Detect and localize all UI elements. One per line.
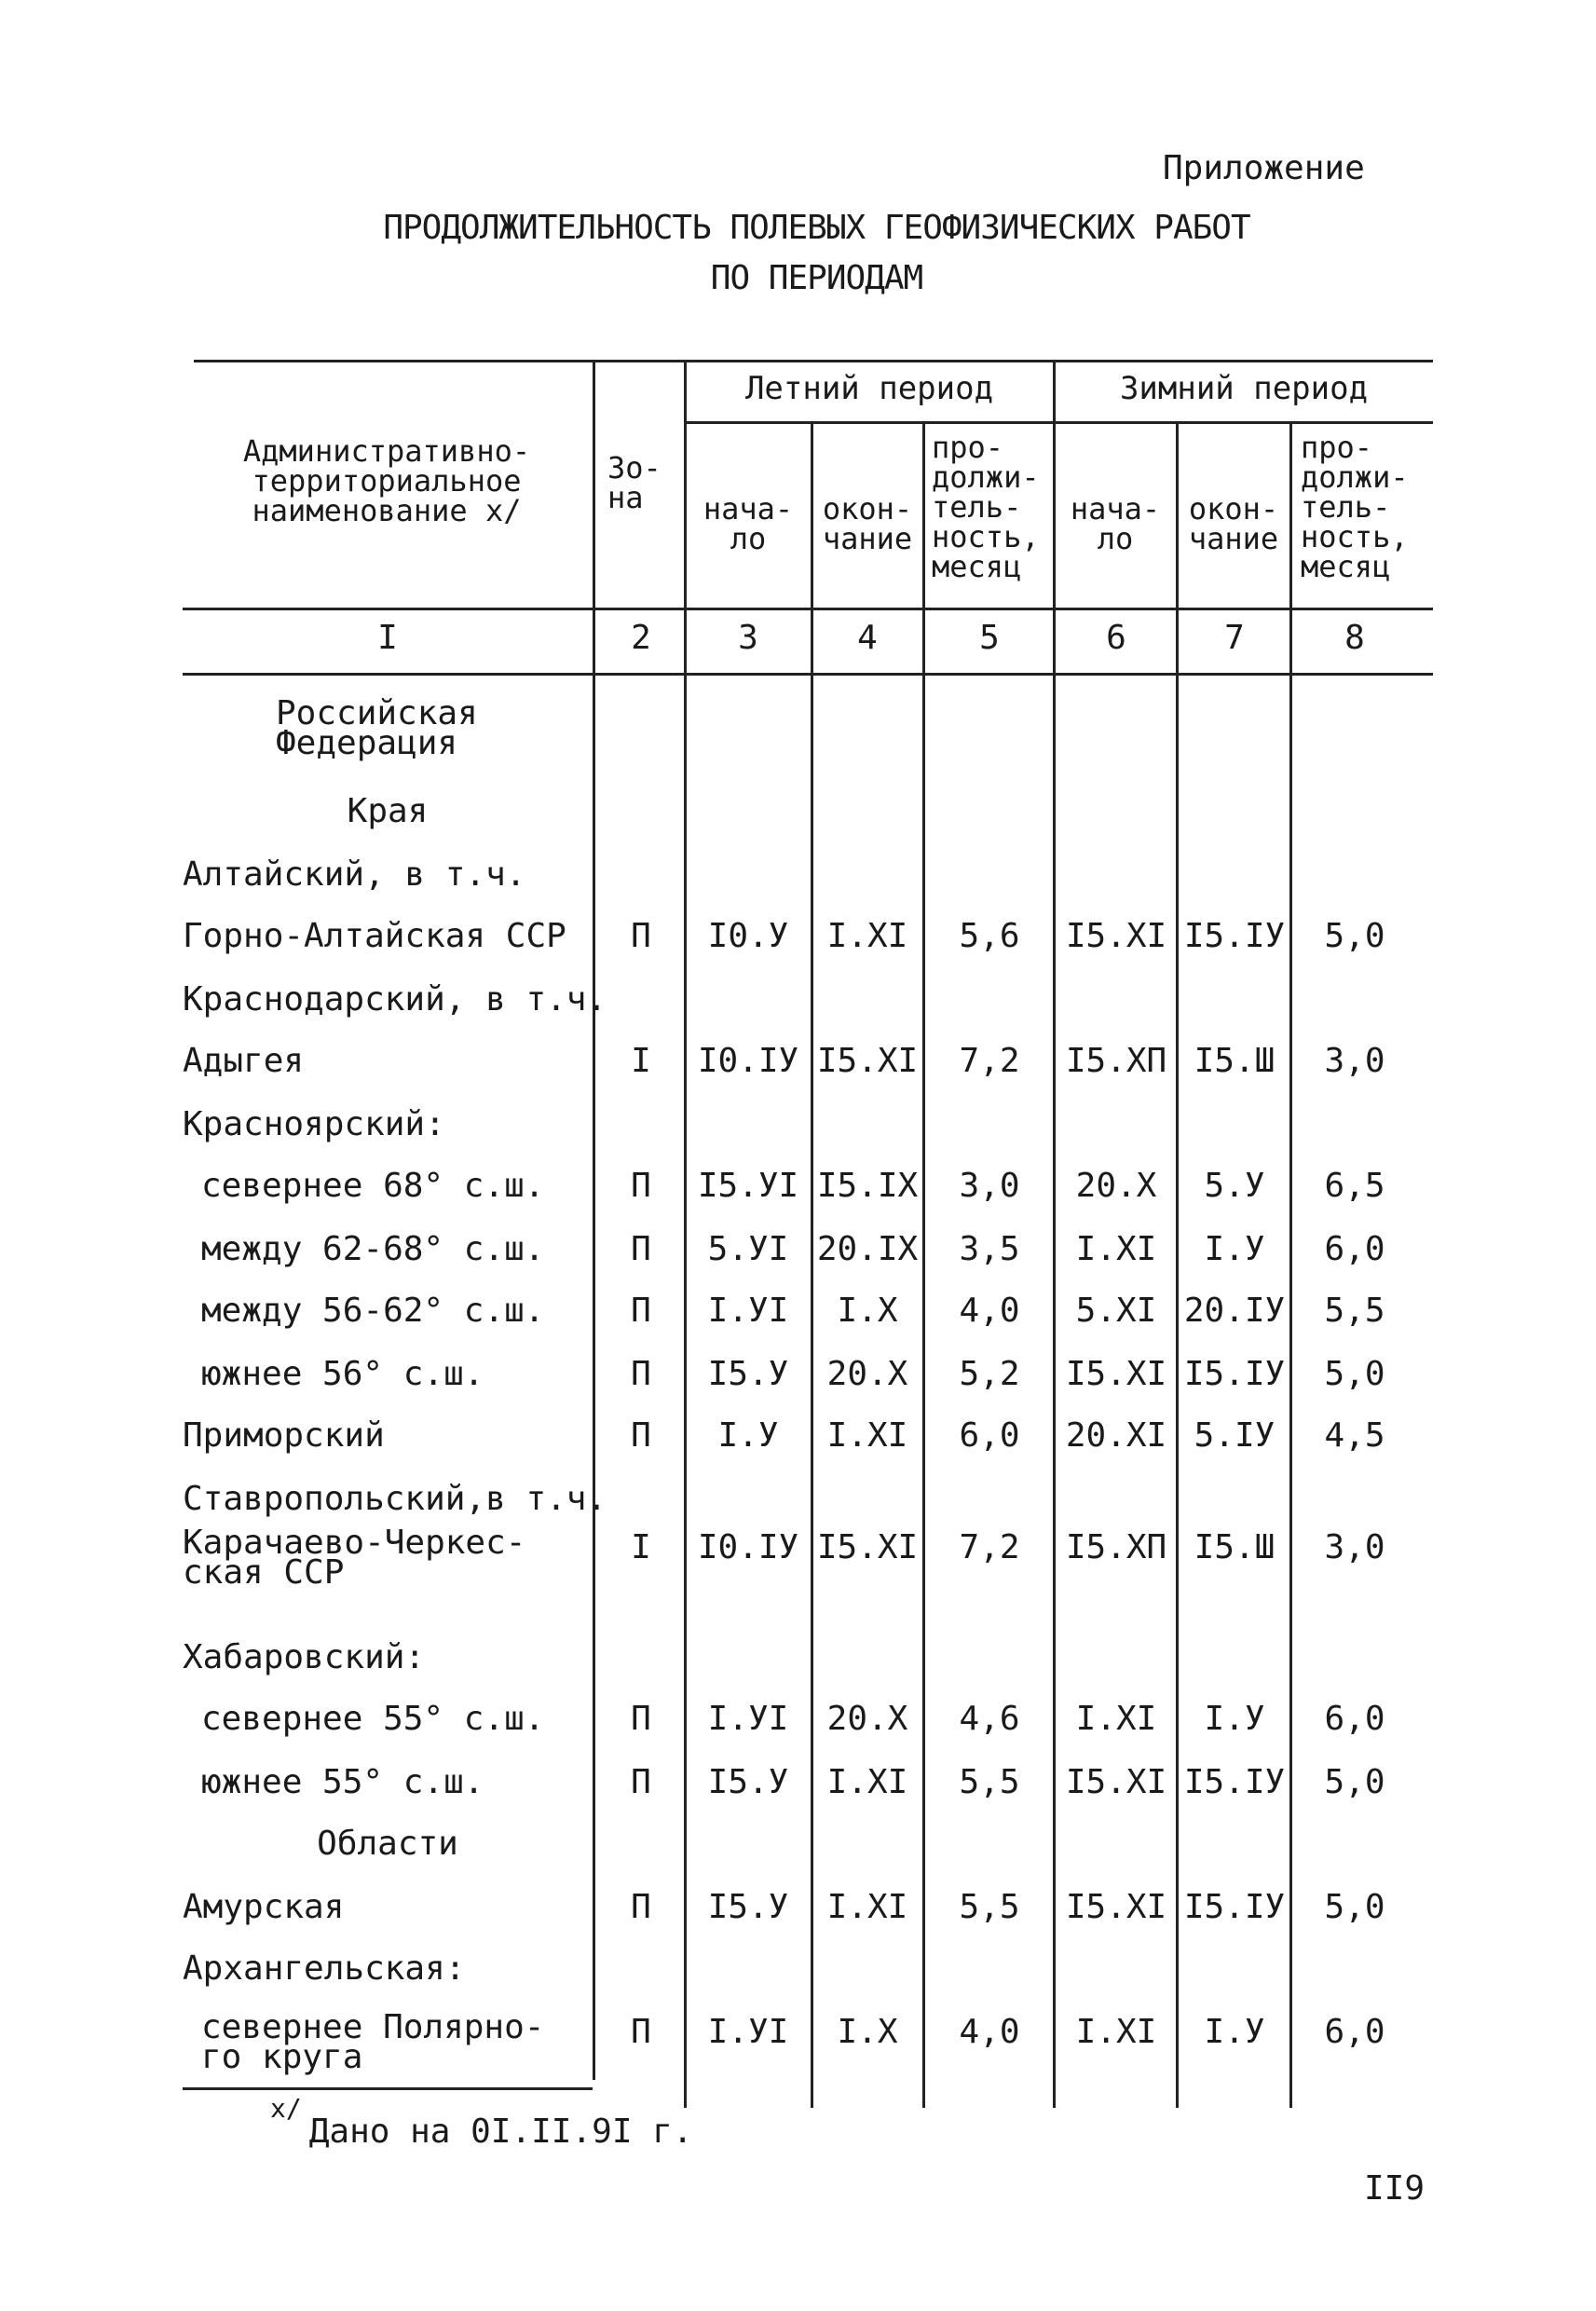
header-winter-duration (1301, 430, 1409, 584)
row-value: П (631, 1763, 651, 1801)
table-row (0, 1825, 1596, 1880)
row-value: I5.IУ (1183, 917, 1286, 955)
header-winter-start (1055, 491, 1176, 556)
column-number: 7 (1224, 619, 1245, 657)
column-number: I (377, 619, 398, 657)
header-name-line: наименование x/ (252, 493, 522, 528)
header-line: должи- (1301, 459, 1409, 495)
row-value: 3,0 (1324, 1528, 1385, 1566)
row-value: 5,5 (959, 1763, 1020, 1801)
row-name: севернее Полярно- го круга (201, 2008, 545, 2076)
header-summer-end (812, 491, 922, 556)
row-value: П (631, 1292, 651, 1330)
row-value: 20.X (826, 1355, 908, 1393)
header-summer-duration (932, 430, 1040, 584)
table-row (0, 1949, 1596, 2005)
row-value: I5.У (707, 1763, 789, 1801)
table-row (0, 1763, 1596, 1819)
table-row (0, 1638, 1596, 1694)
row-value: I.XI (826, 1416, 908, 1455)
row-value: 20.IУ (1183, 1292, 1286, 1330)
row-value: 6,0 (959, 1416, 1020, 1455)
column-number: 8 (1344, 619, 1365, 657)
table-row (0, 1355, 1596, 1411)
row-value: 20.IX (816, 1230, 919, 1268)
row-value: I0.У (707, 917, 789, 955)
row-name: Краснодарский, в т.ч. (183, 980, 607, 1019)
table-row (0, 792, 1596, 848)
table-row (0, 855, 1596, 911)
row-value: I.X (837, 1292, 898, 1330)
row-value: 20.X (1075, 1167, 1157, 1205)
table-row (0, 1700, 1596, 1756)
table-row (0, 1888, 1596, 1944)
row-value: П (631, 1230, 651, 1268)
footnote (270, 2093, 693, 2151)
row-value: 3,5 (959, 1230, 1020, 1268)
table-row (0, 2008, 1596, 2076)
row-value: 6,0 (1324, 2013, 1385, 2051)
header-line: чание (822, 521, 913, 556)
header-line: окон- (822, 491, 913, 526)
row-name: южнее 55° с.ш. (201, 1763, 484, 1801)
row-value: 5.У (1204, 1167, 1265, 1205)
row-value: 4,0 (959, 1292, 1020, 1330)
header-winter-period: Зимний период (1119, 370, 1369, 407)
header-line: должи- (932, 459, 1040, 495)
row-value: I.У (717, 1416, 779, 1455)
appendix-label: Приложение (1163, 149, 1365, 187)
row-value: I5.XП (1065, 1042, 1167, 1080)
header-line: тель- (1301, 489, 1391, 525)
table-row (0, 1230, 1596, 1286)
row-value: 3,0 (1324, 1042, 1385, 1080)
row-name: севернее 55° с.ш. (201, 1700, 545, 1738)
row-name: Хабаровский: (183, 1638, 426, 1676)
row-value: I.XI (826, 917, 908, 955)
row-value: 5,0 (1324, 917, 1385, 955)
row-value: 5,0 (1324, 1763, 1385, 1801)
row-name: между 62-68° с.ш. (201, 1230, 545, 1268)
row-value: I.УI (707, 1700, 789, 1738)
header-summer-period: Летний период (744, 370, 994, 407)
row-value: I0.IУ (697, 1528, 799, 1566)
row-name: между 56-62° с.ш. (201, 1292, 545, 1330)
header-line: месяц (932, 549, 1022, 584)
row-name: Края (347, 792, 429, 830)
row-value: 7,2 (959, 1042, 1020, 1080)
row-value: I5.Ш (1194, 1528, 1275, 1566)
header-zone-line: Зо- (607, 450, 662, 485)
table-row (0, 694, 1596, 762)
row-value: I5.IX (816, 1167, 919, 1205)
table-top-rule (194, 360, 1433, 362)
row-value: П (631, 917, 651, 955)
header-line: про- (932, 430, 1004, 465)
row-value: 5.УI (707, 1230, 789, 1268)
row-value: I.X (837, 2013, 898, 2051)
row-name: Алтайский, в т.ч. (183, 855, 526, 894)
header-line: про- (1301, 430, 1373, 465)
header-line: месяц (1301, 549, 1391, 584)
row-name: Красноярский: (183, 1105, 445, 1143)
row-value: I.XI (826, 1763, 908, 1801)
document-title: ПРОДОЛЖИТЕЛЬНОСТЬ ПОЛЕВЫХ ГЕОФИЗИЧЕСКИХ РАБОТ (383, 209, 1250, 247)
row-name: Ставропольский,в т.ч. (183, 1480, 607, 1518)
row-value: I5.IУ (1183, 1355, 1286, 1393)
table-row (0, 917, 1596, 973)
row-value: 5,5 (1324, 1292, 1385, 1330)
row-value: I5.XI (1065, 1888, 1167, 1926)
table-row (0, 1042, 1596, 1098)
row-value: I5.У (707, 1888, 789, 1926)
header-line: чание (1188, 521, 1279, 556)
column-number: 6 (1106, 619, 1126, 657)
row-value: I5.Ш (1194, 1042, 1275, 1080)
row-value: 6,0 (1324, 1700, 1385, 1738)
header-line: ность, (1301, 519, 1409, 554)
row-name: Российская Федерация (276, 694, 478, 762)
column-number: 3 (738, 619, 758, 657)
header-zone-line: на (607, 480, 644, 515)
table-row (0, 1105, 1596, 1161)
row-name: южнее 56° с.ш. (201, 1355, 484, 1393)
row-value: 5,0 (1324, 1355, 1385, 1393)
row-value: 6,5 (1324, 1167, 1385, 1205)
row-value: 4,5 (1324, 1416, 1385, 1455)
row-value: 7,2 (959, 1528, 1020, 1566)
page-number: II9 (1364, 2169, 1425, 2208)
header-name (186, 433, 587, 528)
row-value: I.У (1204, 2013, 1265, 2051)
footnote-text: Дано на 0I.II.9I г. (308, 2113, 693, 2151)
header-name-line: Административно- (242, 433, 531, 469)
table-end-rule (183, 2087, 593, 2090)
header-bottom-rule (183, 608, 1433, 610)
header-line: ло (730, 521, 767, 556)
row-value: I.XI (826, 1888, 908, 1926)
header-line: ло (1097, 521, 1134, 556)
header-line: ность, (932, 519, 1040, 554)
table-row (0, 1292, 1596, 1347)
footnote-mark: x/ (270, 2093, 302, 2124)
row-name: Приморский (183, 1416, 385, 1455)
row-value: I.УI (707, 2013, 789, 2051)
header-zone (607, 450, 662, 515)
row-value: П (631, 1888, 651, 1926)
column-number: 5 (979, 619, 1000, 657)
table-row (0, 1416, 1596, 1472)
row-value: I5.XI (1065, 1763, 1167, 1801)
row-name: Архангельская: (183, 1949, 466, 1988)
row-value: I.У (1204, 1230, 1265, 1268)
header-line: тель- (932, 489, 1022, 525)
table-row (0, 1524, 1596, 1592)
row-value: I.XI (1075, 2013, 1157, 2051)
column-number: 4 (857, 619, 878, 657)
row-value: I5.IУ (1183, 1763, 1286, 1801)
row-value: I5.XI (1065, 1355, 1167, 1393)
row-name: Области (317, 1825, 458, 1863)
row-value: 5,5 (959, 1888, 1020, 1926)
row-value: 5,6 (959, 917, 1020, 955)
row-value: I5.УI (697, 1167, 799, 1205)
header-name-line: территориальное (252, 463, 522, 499)
table-row (0, 980, 1596, 1036)
row-value: I.УI (707, 1292, 789, 1330)
row-value: I.XI (1075, 1230, 1157, 1268)
row-value: I5.XП (1065, 1528, 1167, 1566)
header-line: нача- (1070, 491, 1161, 526)
row-value: 5,2 (959, 1355, 1020, 1393)
row-value: 20.X (826, 1700, 908, 1738)
row-value: П (631, 1700, 651, 1738)
header-winter-end (1178, 491, 1289, 556)
row-value: I5.XI (816, 1042, 919, 1080)
row-value: 20.XI (1065, 1416, 1167, 1455)
row-value: П (631, 2013, 651, 2051)
row-value: I (631, 1042, 651, 1080)
row-value: I.XI (1075, 1700, 1157, 1738)
row-value: П (631, 1167, 651, 1205)
row-value: 4,6 (959, 1700, 1020, 1738)
row-value: П (631, 1355, 651, 1393)
row-value: I5.XI (1065, 917, 1167, 955)
row-value: 5,0 (1324, 1888, 1385, 1926)
row-value: П (631, 1416, 651, 1455)
row-value: 6,0 (1324, 1230, 1385, 1268)
period-divider-rule (686, 421, 1433, 424)
row-value: 5.XI (1075, 1292, 1157, 1330)
row-value: 3,0 (959, 1167, 1020, 1205)
row-name: Карачаево-Черкес- ская ССР (183, 1524, 526, 1592)
row-value: 4,0 (959, 2013, 1020, 2051)
row-value: I5.У (707, 1355, 789, 1393)
row-name: севернее 68° с.ш. (201, 1167, 545, 1205)
row-value: 5.IУ (1194, 1416, 1275, 1455)
row-name: Горно-Алтайская ССР (183, 917, 566, 955)
header-line: окон- (1188, 491, 1279, 526)
row-value: I5.IУ (1183, 1888, 1286, 1926)
row-value: I5.XI (816, 1528, 919, 1566)
column-number: 2 (631, 619, 651, 657)
row-name: Амурская (183, 1888, 345, 1926)
header-summer-start (686, 491, 811, 556)
table-row (0, 1167, 1596, 1223)
row-value: I.У (1204, 1700, 1265, 1738)
header-line: нача- (703, 491, 794, 526)
row-value: I0.IУ (697, 1042, 799, 1080)
document-subtitle: ПО ПЕРИОДАМ (710, 259, 923, 297)
row-value: I (631, 1528, 651, 1566)
numbers-bottom-rule (183, 673, 1433, 676)
row-name: Адыгея (183, 1042, 305, 1080)
